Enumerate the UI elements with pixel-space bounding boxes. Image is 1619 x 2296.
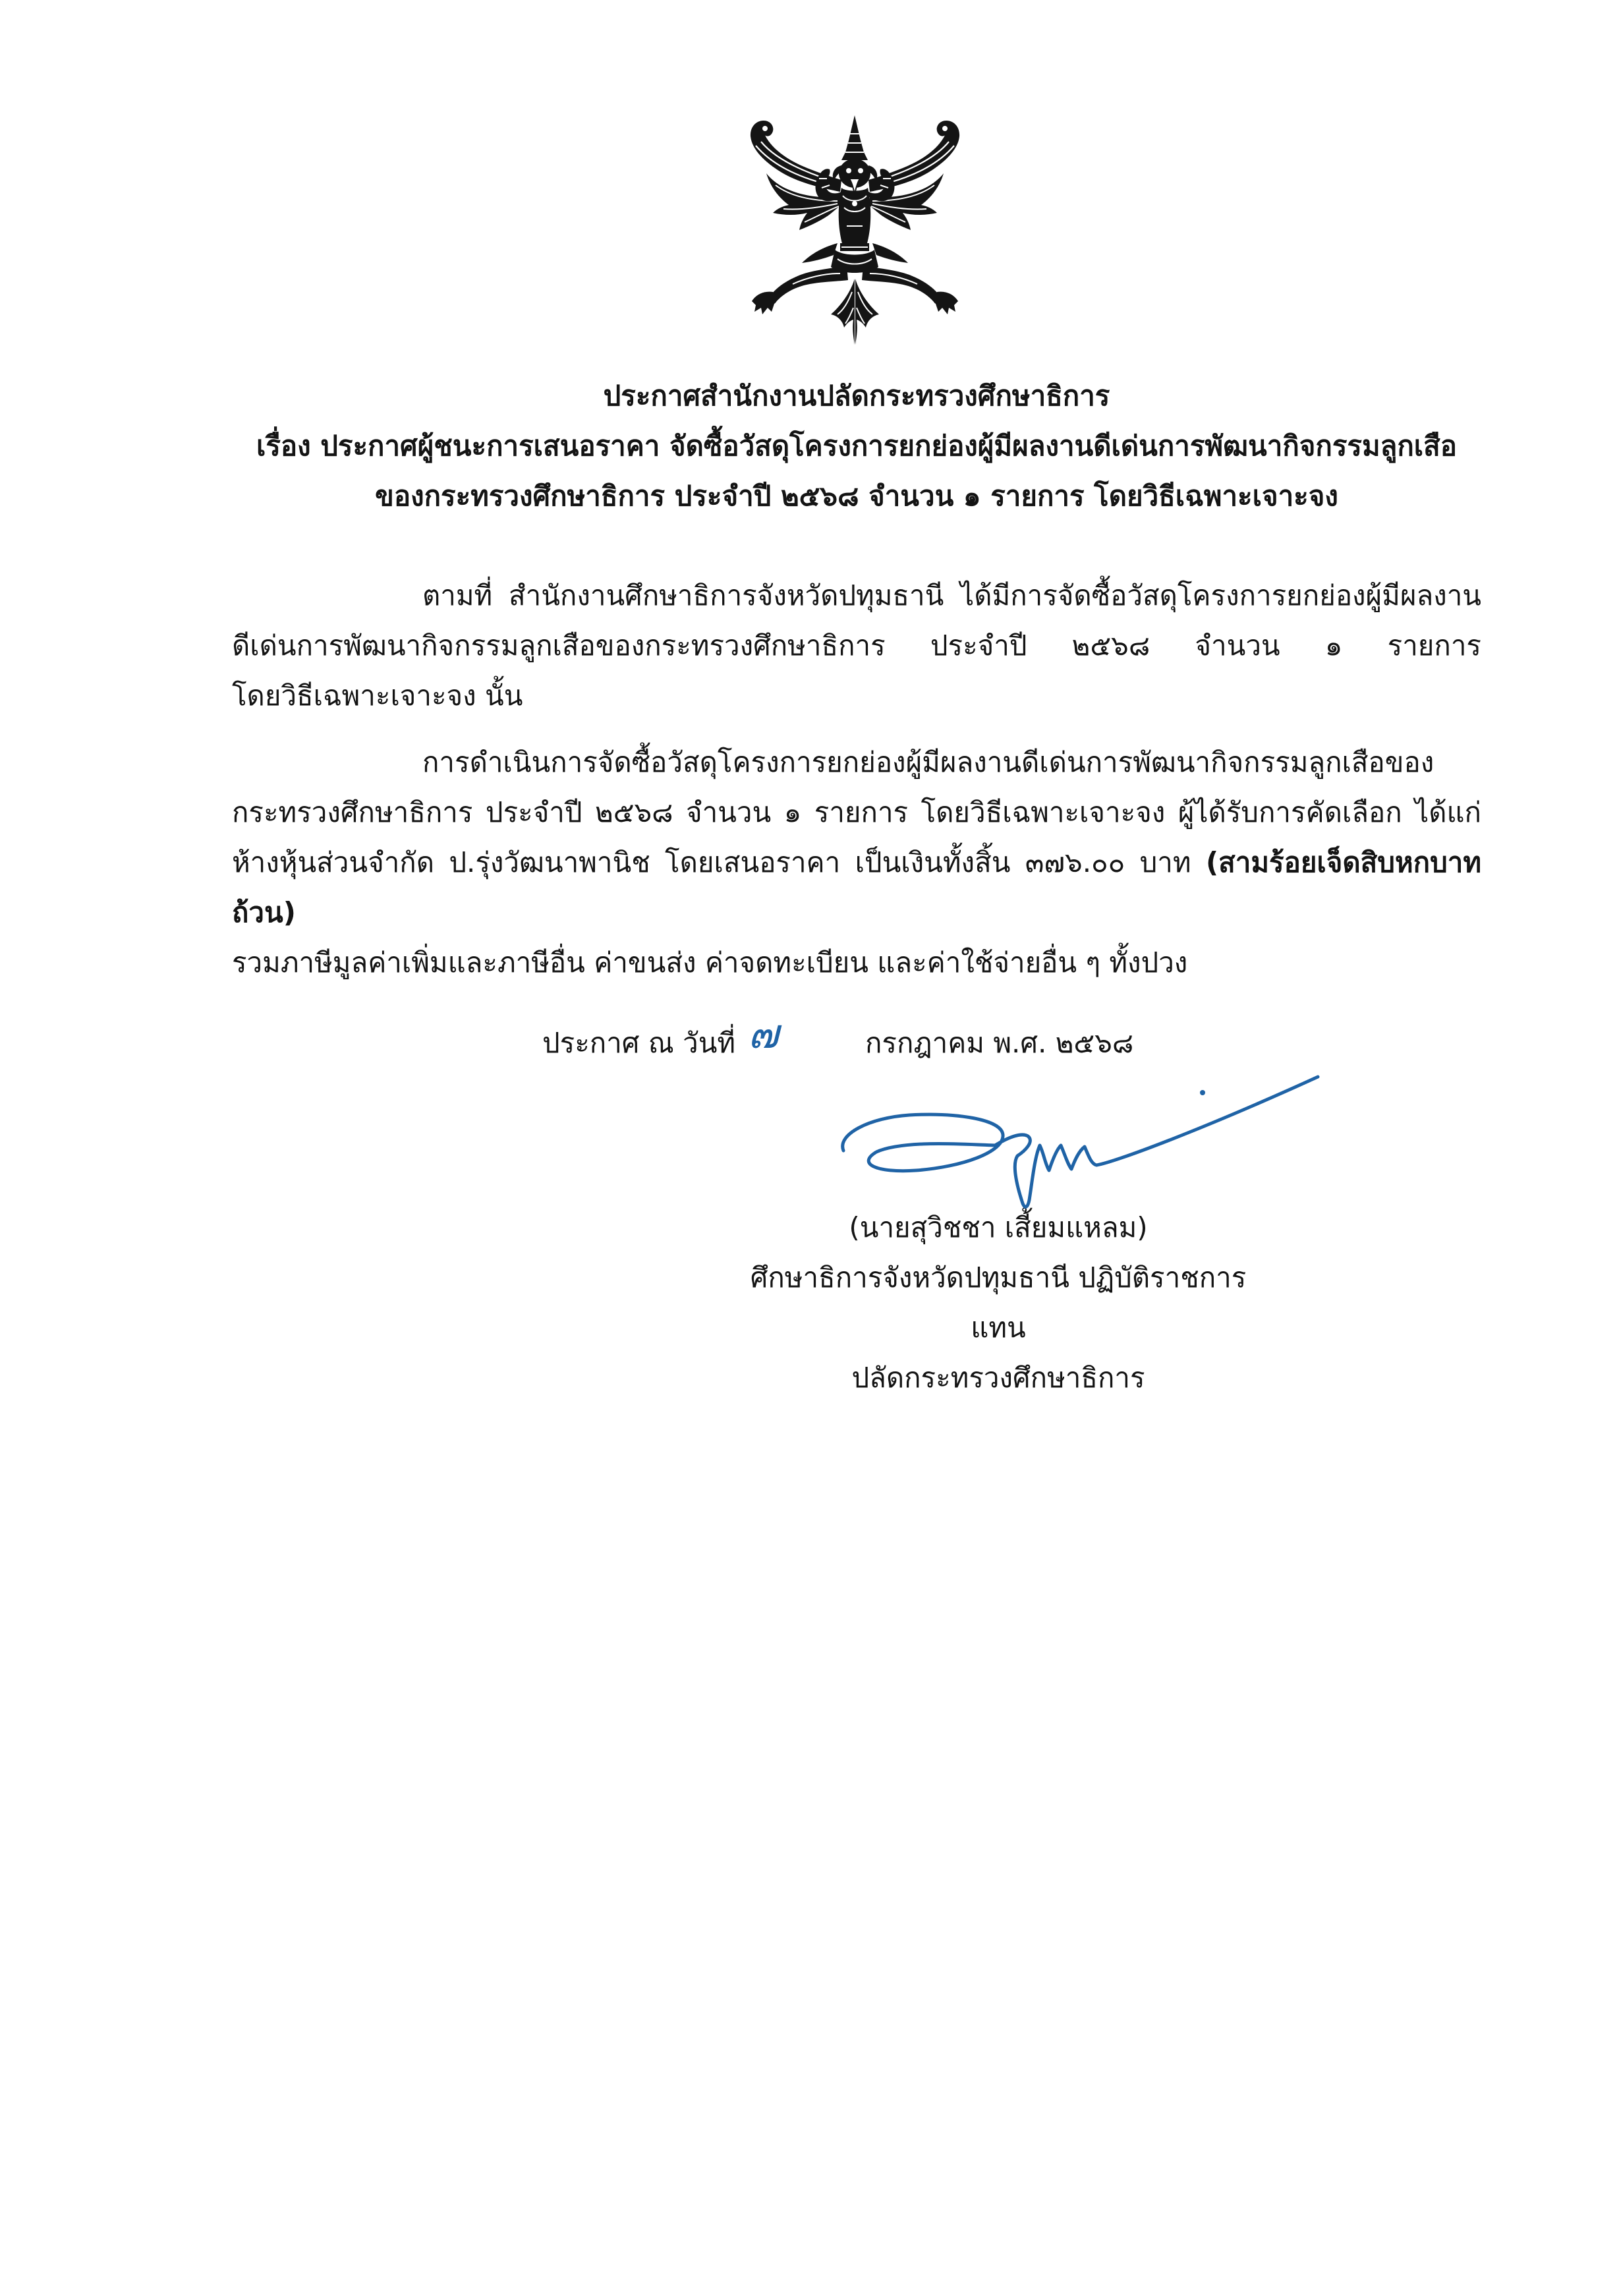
- signatory-on-behalf-of: ปลัดกระทรวงศึกษาธิการ: [851, 1362, 1145, 1394]
- paragraph-line: การดำเนินการจัดซื้อวัสดุโครงการยกย่องผู้มีผลงานดีเด่นการพัฒนากิจกรรมลูกเสือของ: [422, 746, 1434, 778]
- paragraph-line: รวมภาษีมูลค่าเพิ่มและภาษีอื่น ค่าขนส่ง ค่าจดทะเบียน และค่าใช้จ่ายอื่น ๆ ทั้งปวง: [232, 946, 1188, 979]
- paragraph-line: โดยวิธีเฉพาะเจาะจง นั้น: [232, 679, 523, 712]
- date-month-year: กรกฎาคม พ.ศ. ๒๕๖๘: [865, 1027, 1134, 1059]
- garuda-left-half: [751, 121, 855, 345]
- amount-in-words: (สามร้อยเจ็ดสิบหกบาทถ้วน): [232, 846, 1482, 929]
- paragraph-line-with-amount: [232, 838, 1481, 938]
- announcement-subject-line-2: ของกระทรวงศึกษาธิการ ประจำปี ๒๕๖๘ จำนวน ๑ รายการ โดยวิธีเฉพาะเจาะจง: [375, 480, 1338, 512]
- signatory-name: (นายสุวิชชา เสี้ยมแหลม): [849, 1211, 1148, 1244]
- date-label: ประกาศ ณ วันที่: [542, 1027, 736, 1059]
- announcement-heading: [232, 371, 1481, 521]
- paragraph-line: ตามที่ สำนักงานศึกษาธิการจังหวัดปทุมธานี ได้มีการจัดซื้อวัสดุโครงการยกย่องผู้มีผลงาน: [422, 579, 1481, 612]
- garuda-right-half: [855, 121, 959, 345]
- date-day-handwritten: ๗: [748, 1010, 779, 1058]
- garuda-emblem: [741, 114, 969, 346]
- announcement-subject-line-1: เรื่อง ประกาศผู้ชนะการเสนอราคา จัดซื้อวัสดุโครงการยกย่องผู้มีผลงานดีเด่นการพัฒนากิจกรรมลูกเสือ: [256, 430, 1458, 462]
- signatory-position: ศึกษาธิการจังหวัดปทุมธานี ปฏิบัติราชการแทน: [750, 1261, 1247, 1344]
- announcement-title: ประกาศสำนักงานปลัดกระทรวงศึกษาธิการ: [603, 380, 1110, 412]
- document-body: [232, 371, 1481, 1403]
- paragraph-line: ดีเด่นการพัฒนากิจกรรมลูกเสือของกระทรวงศึกษาธิการ ประจำปี ๒๕๖๘ จำนวน ๑ รายการ: [232, 629, 1481, 662]
- paragraph-background: [232, 571, 1481, 721]
- winner-and-price: ห้างหุ้นส่วนจำกัด ป.รุ่งวัฒนาพานิช โดยเสนอราคา เป็นเงินทั้งสิ้น ๓๗๖.๐๐ บาท: [232, 846, 1191, 878]
- paragraph-line: กระทรวงศึกษาธิการ ประจำปี ๒๕๖๘ จำนวน ๑ รายการ โดยวิธีเฉพาะเจาะจง ผู้ได้รับการคัดเลือก ได้แก่: [232, 796, 1481, 828]
- announcement-date: [232, 1010, 1481, 1068]
- paragraph-result: [232, 737, 1481, 988]
- handwritten-signature: [830, 1072, 1331, 1236]
